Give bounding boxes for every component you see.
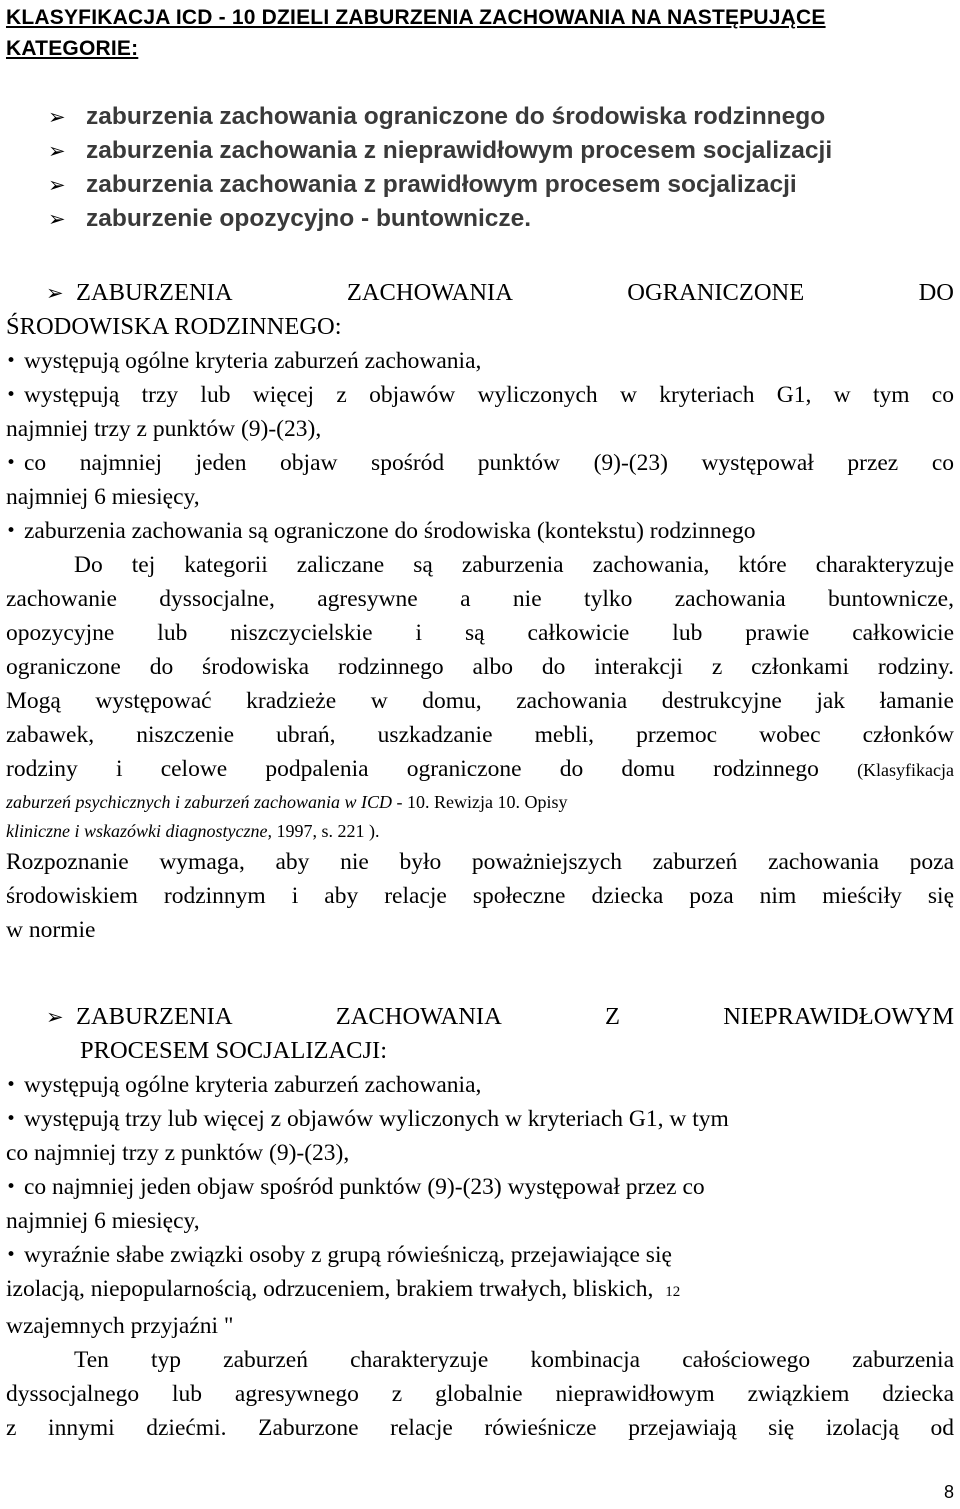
criteria-item: • co najmniej jeden objaw spośród punktów (9)-(23) występował przez co (6, 446, 954, 480)
arrow-bullet-icon: ➢ (48, 173, 66, 197)
arrow-bullet-icon: ➢ (46, 281, 64, 305)
paragraph-line: Rozpoznanie wymaga, aby nie było poważniejszych zaburzeń zachowania poza (6, 849, 954, 875)
section-family-limited: ➢ ZABURZENIA ZACHOWANIA OGRANICZONE DO ŚRODOWISKA RODZINNEGO: • występują ogólne kryteria zaburzeń zachowania, • występują trzy lub więcej z objawów wyliczonych w kryteriach G1, w tym co najmniej trzy z punktów (9)-(23), • co najmniej jeden objaw spośród punktów (9)-(23) występował przez co najmniej 6 miesięcy, • zaburzenia zachowania są ograniczone do środowiska (kontekstu) rodzinnego Do tej kategorii zaliczane są zaburzenia zachowania, które charakteryzuje zachowanie dyssocjalne, agresywne a nie tylko zachowania buntownicze, opozycyjne lub niszczycielskie i są całkowicie lub prawie całkowicie ograniczone do środowiska rodzinnego albo do interakcji z członkami rodziny. Mogą występować kradzieże w domu, zachowania destrukcyjne jak łamanie zabawek, niszczenie ubrań, uszkadzanie mebli, przemoc wobec członków rodziny i celowe podpalenia ograniczone do domu rodzinnego (Klasyfikacja zaburzeń psychicznych i zaburzeń zachowania w ICD - 10. Rewizja 10. Opisy kliniczne i wskazówki diagnostyczne, 1997, s. 221 ). Rozpoznanie wymaga, aby nie było poważniejszych zaburzeń zachowania poza środowiskiem rodzinnym i aby relacje społeczne dziecka poza nim mieściły się w normie (6, 276, 954, 947)
arrow-bullet-icon: ➢ (48, 139, 66, 163)
section-heading: ➢ ZABURZENIA ZACHOWANIA Z NIEPRAWIDŁOWYM (6, 1000, 954, 1034)
paragraph-line: środowiskiem rodzinnym i aby relacje społeczne dziecka poza nim mieściły się (6, 883, 954, 909)
list-item: ➢ zaburzenia zachowania ograniczone do środowiska rodzinnego (6, 100, 954, 134)
paragraph-line: w normie (6, 917, 96, 943)
paragraph-line: Do tej kategorii zaliczane są zaburzenia zachowania, które charakteryzuje (74, 552, 954, 578)
page-title: KLASYFIKACJA ICD - 10 DZIELI ZABURZENIA ZACHOWANIA NA NASTĘPUJĄCE KATEGORIE: (6, 6, 826, 60)
section-heading-cont: PROCESEM SOCJALIZACJI: (80, 1037, 387, 1064)
arrow-bullet-icon: ➢ (48, 105, 66, 129)
footnote-marker: 12 (665, 1284, 681, 1300)
section-heading-cont: ŚRODOWISKA RODZINNEGO: (6, 313, 342, 340)
paragraph-line: zabawek, niszczenie ubrań, uszkadzanie mebli, przemoc wobec członków (6, 722, 954, 748)
criteria-item: • wyraźnie słabe związki osoby z grupą rówieśniczą, przejawiające się (6, 1238, 954, 1272)
criteria-item: • występują ogólne kryteria zaburzeń zachowania, (6, 344, 954, 378)
paragraph-line: dyssocjalnego lub agresywnego z globalnie nieprawidłowym związkiem dziecka (6, 1381, 954, 1407)
paragraph-line: rodziny i celowe podpalenia ograniczone do domu rodzinnego (Klasyfikacja (6, 756, 955, 782)
criteria-item: • występują trzy lub więcej z objawów wyliczonych w kryteriach G1, w tym co (6, 378, 954, 412)
arrow-bullet-icon: ➢ (46, 1005, 64, 1029)
category-list (6, 100, 954, 236)
paragraph-line: z innymi dziećmi. Zaburzone relacje rówieśnicze przejawiają się izolacją od (6, 1415, 954, 1441)
section-heading: ➢ ZABURZENIA ZACHOWANIA OGRANICZONE DO (6, 276, 954, 310)
arrow-bullet-icon: ➢ (48, 207, 66, 231)
paragraph-line: Ten typ zaburzeń charakteryzuje kombinacja całościowego zaburzenia (74, 1347, 954, 1373)
criteria-item: • występują ogólne kryteria zaburzeń zachowania, (6, 1068, 954, 1102)
criteria-item: • zaburzenia zachowania są ograniczone do środowiska (kontekstu) rodzinnego (6, 514, 954, 548)
paragraph-line: zachowanie dyssocjalne, agresywne a nie tylko zachowania buntownicze, (6, 586, 954, 612)
criteria-item: • występują trzy lub więcej z objawów wyliczonych w kryteriach G1, w tym (6, 1102, 954, 1136)
citation-line: zaburzeń psychicznych i zaburzeń zachowania w ICD - 10. Rewizja 10. Opisy (6, 792, 568, 812)
citation-line: kliniczne i wskazówki diagnostyczne, 1997, s. 221 ). (6, 821, 380, 841)
paragraph-line: opozycyjne lub niszczycielskie i są całkowicie lub prawie całkowicie (6, 620, 954, 646)
paragraph-line: ograniczone do środowiska rodzinnego albo do interakcji z członkami rodziny. (6, 654, 954, 680)
page-number: 8 (943, 1482, 954, 1502)
paragraph-line: izolacją, niepopularnością, odrzuceniem, brakiem trwałych, bliskich, 12 (6, 1276, 681, 1302)
list-item: ➢ zaburzenia zachowania z prawidłowym procesem socjalizacji (6, 168, 954, 202)
list-item: ➢ zaburzenie opozycyjno - buntownicze. (6, 202, 954, 236)
section-abnormal-socialization: ➢ ZABURZENIA ZACHOWANIA Z NIEPRAWIDŁOWYM PROCESEM SOCJALIZACJI: • występują ogólne kryteria zaburzeń zachowania, • występują trzy lub więcej z objawów wyliczonych w kryteriach G1, w tym co najmniej trzy z punktów (9)-(23), • co najmniej jeden objaw spośród punktów (9)-(23) występował przez co najmniej 6 miesięcy, • wyraźnie słabe związki osoby z grupą rówieśniczą, przejawiające się izolacją, niepopularnością, odrzuceniem, brakiem trwałych, bliskich, 12 wzajemnych przyjaźni " Ten typ zaburzeń charakteryzuje kombinacja całościowego zaburzenia dyssocjalnego lub agresywnego z globalnie nieprawidłowym związkiem dziecka z innymi dziećmi. Zaburzone relacje rówieśnicze przejawiają się izolacją od (6, 1000, 954, 1445)
list-item: ➢ zaburzenia zachowania z nieprawidłowym procesem socjalizacji (6, 134, 954, 168)
paragraph-line: Mogą występować kradzieże w domu, zachowania destrukcyjne jak łamanie (6, 688, 954, 714)
criteria-item: • co najmniej jeden objaw spośród punktów (9)-(23) występował przez co (6, 1170, 954, 1204)
